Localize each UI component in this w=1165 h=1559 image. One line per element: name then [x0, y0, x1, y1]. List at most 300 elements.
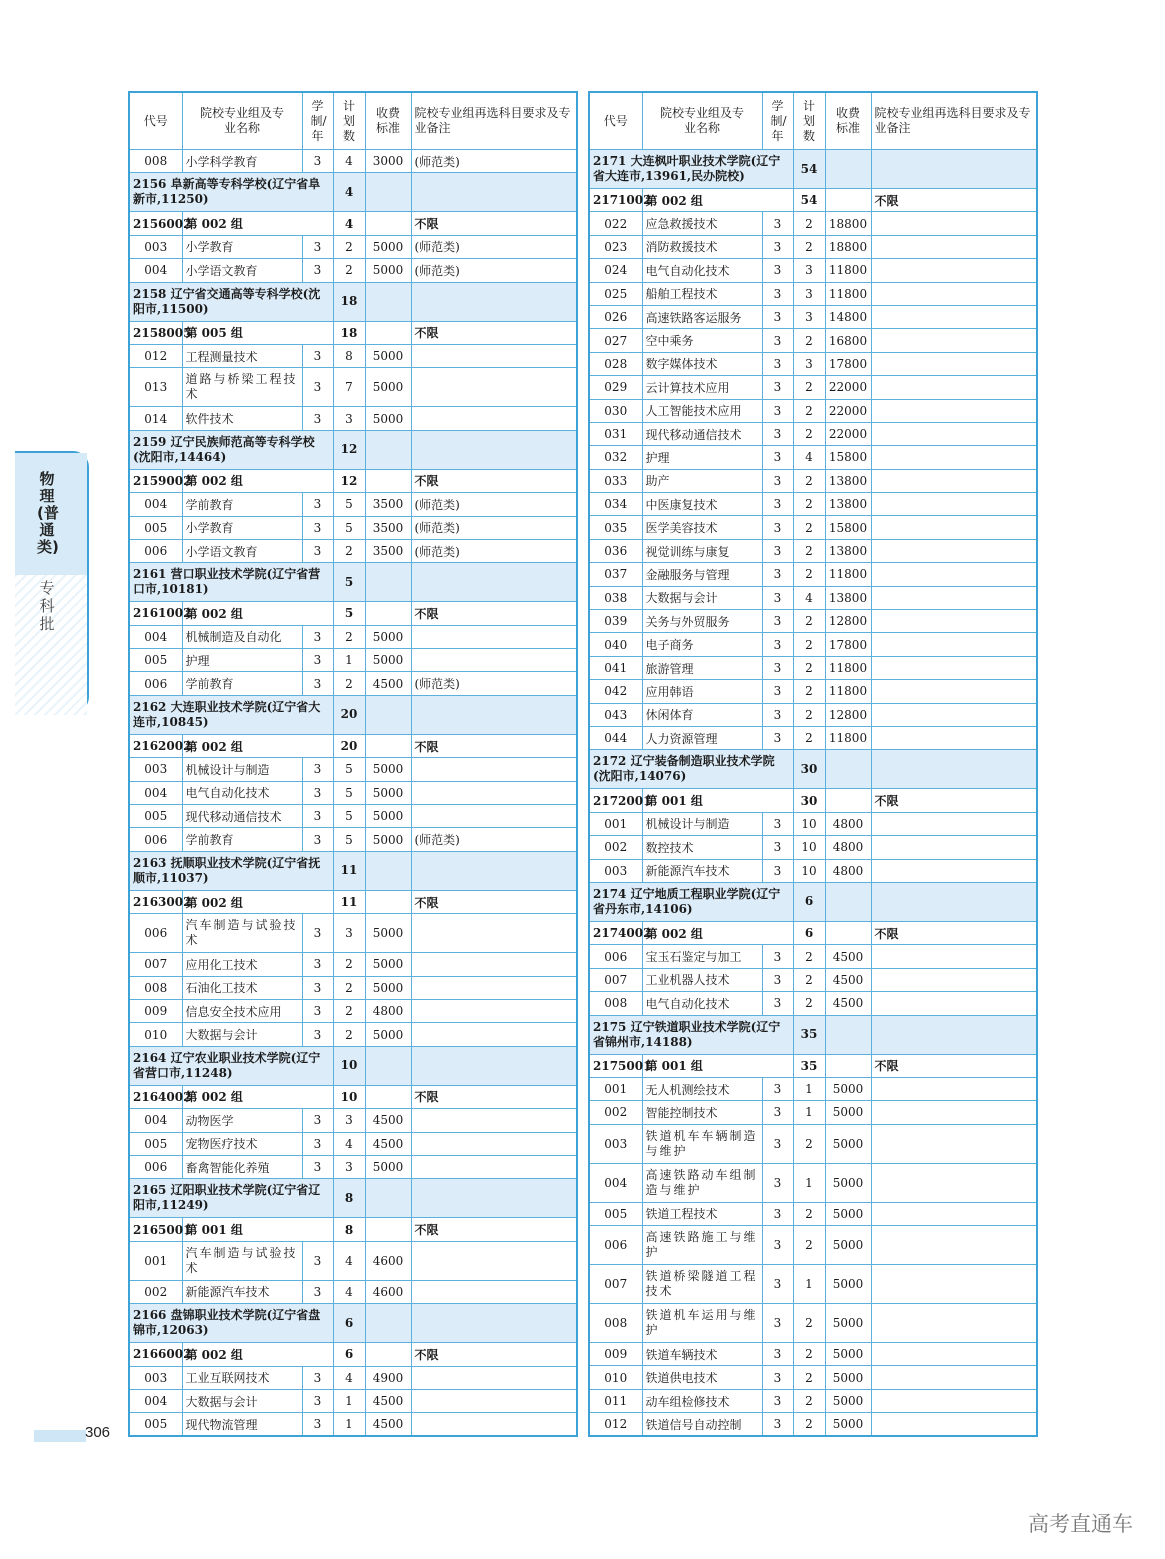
major-code: 023	[589, 235, 642, 258]
major-row	[589, 422, 1037, 445]
group-row	[589, 1054, 1037, 1077]
major-years: 3	[302, 1241, 333, 1280]
major-code: 009	[129, 999, 182, 1022]
major-name: 现代物流管理	[182, 1413, 302, 1436]
major-plan: 2	[793, 563, 825, 586]
major-name: 应用韩语	[642, 680, 762, 703]
col-header-name: 院校专业组及专业名称	[182, 92, 302, 150]
major-fee: 5000	[365, 781, 411, 804]
major-name: 现代移动通信技术	[182, 805, 302, 828]
major-code: 004	[129, 259, 182, 282]
major-years: 3	[302, 672, 333, 695]
school-fee	[825, 150, 871, 189]
major-plan: 10	[793, 859, 825, 882]
major-fee: 11800	[825, 680, 871, 703]
major-row	[129, 1389, 577, 1412]
school-plan: 35	[793, 1015, 825, 1054]
major-code: 042	[589, 680, 642, 703]
major-name: 护理	[642, 446, 762, 469]
school-name: 2172 辽宁装备制造职业技术学院(沈阳市,14076)	[589, 750, 793, 789]
major-plan: 4	[793, 446, 825, 469]
major-years: 3	[302, 828, 333, 851]
major-note	[411, 805, 577, 828]
school-row	[129, 1304, 577, 1343]
school-row	[589, 150, 1037, 189]
major-name: 宝玉石鉴定与加工	[642, 945, 762, 968]
major-fee: 4500	[365, 1413, 411, 1436]
group-plan: 10	[333, 1085, 365, 1108]
major-row	[589, 516, 1037, 539]
major-years: 3	[302, 625, 333, 648]
major-name: 学前教育	[182, 493, 302, 516]
school-note	[411, 1046, 577, 1085]
major-plan: 2	[793, 726, 825, 749]
group-code: 2165001	[129, 1218, 182, 1241]
major-plan: 2	[793, 493, 825, 516]
major-fee: 22000	[825, 399, 871, 422]
major-row	[129, 368, 577, 407]
group-plan: 5	[333, 602, 365, 625]
major-name: 应用化工技术	[182, 953, 302, 976]
major-plan: 2	[793, 1304, 825, 1343]
major-fee: 4500	[365, 1389, 411, 1412]
school-name: 2174 辽宁地质工程职业学院(辽宁省丹东市,14106)	[589, 882, 793, 921]
major-row	[129, 150, 577, 173]
major-name: 小学教育	[182, 235, 302, 258]
school-row	[129, 695, 577, 734]
major-years: 3	[302, 1023, 333, 1046]
major-note	[871, 1366, 1037, 1389]
school-plan: 30	[793, 750, 825, 789]
major-years: 3	[762, 446, 793, 469]
school-note	[411, 695, 577, 734]
major-name: 铁道机车车辆制造与维护	[642, 1124, 762, 1163]
major-row	[129, 781, 577, 804]
major-note	[871, 446, 1037, 469]
major-years: 3	[762, 329, 793, 352]
major-fee: 17800	[825, 633, 871, 656]
major-fee: 4600	[365, 1241, 411, 1280]
major-fee: 5000	[365, 976, 411, 999]
major-code: 010	[589, 1366, 642, 1389]
school-row	[589, 1015, 1037, 1054]
group-name: 第 001 组	[642, 1054, 793, 1077]
col-header-fee: 收费标准	[365, 92, 411, 150]
major-fee: 4500	[365, 672, 411, 695]
major-code: 039	[589, 610, 642, 633]
major-row	[589, 212, 1037, 235]
major-row	[589, 1101, 1037, 1124]
school-note	[411, 282, 577, 321]
major-row	[129, 1023, 577, 1046]
major-note: (师范类)	[411, 828, 577, 851]
group-name: 第 002 组	[182, 734, 333, 757]
major-code: 036	[589, 539, 642, 562]
major-row	[129, 914, 577, 953]
major-fee: 16800	[825, 329, 871, 352]
group-note: 不限	[411, 1343, 577, 1366]
major-plan: 7	[333, 368, 365, 407]
major-name: 无人机测绘技术	[642, 1077, 762, 1100]
major-plan: 2	[793, 1202, 825, 1225]
major-code: 014	[129, 407, 182, 430]
major-name: 视觉训练与康复	[642, 539, 762, 562]
major-years: 3	[302, 235, 333, 258]
major-code: 004	[129, 781, 182, 804]
major-name: 信息安全技术应用	[182, 999, 302, 1022]
admission-table-right	[588, 91, 1038, 1437]
school-note	[411, 563, 577, 602]
group-note: 不限	[411, 212, 577, 235]
major-note	[411, 1389, 577, 1412]
major-name: 汽车制造与试验技术	[182, 1241, 302, 1280]
major-name: 铁道车辆技术	[642, 1343, 762, 1366]
major-name: 机械设计与制造	[182, 758, 302, 781]
major-row	[589, 1265, 1037, 1304]
major-fee: 18800	[825, 235, 871, 258]
major-name: 软件技术	[182, 407, 302, 430]
major-note	[411, 649, 577, 672]
school-plan: 5	[333, 563, 365, 602]
school-plan: 54	[793, 150, 825, 189]
major-fee: 5000	[825, 1304, 871, 1343]
col-header-code: 代号	[589, 92, 642, 150]
major-note	[871, 656, 1037, 679]
major-fee: 5000	[365, 914, 411, 953]
major-note	[871, 1124, 1037, 1163]
major-code: 041	[589, 656, 642, 679]
major-row	[129, 758, 577, 781]
school-plan: 12	[333, 430, 365, 469]
school-name: 2162 大连职业技术学院(辽宁省大连市,10845)	[129, 695, 333, 734]
major-fee: 12800	[825, 703, 871, 726]
major-years: 3	[302, 914, 333, 953]
major-fee: 5000	[825, 1265, 871, 1304]
major-years: 3	[762, 516, 793, 539]
major-fee: 5000	[365, 828, 411, 851]
major-fee: 17800	[825, 352, 871, 375]
major-years: 3	[302, 1132, 333, 1155]
major-plan: 1	[793, 1101, 825, 1124]
major-note	[871, 422, 1037, 445]
major-plan: 2	[793, 992, 825, 1015]
major-row	[129, 828, 577, 851]
major-plan: 4	[333, 150, 365, 173]
major-name: 高速铁路施工与维护	[642, 1226, 762, 1265]
group-row	[129, 469, 577, 492]
major-fee: 5000	[825, 1413, 871, 1436]
major-note: (师范类)	[411, 493, 577, 516]
major-fee: 5000	[365, 805, 411, 828]
major-fee: 4900	[365, 1366, 411, 1389]
school-plan: 11	[333, 851, 365, 890]
major-fee: 4800	[365, 999, 411, 1022]
major-note	[871, 259, 1037, 282]
major-fee: 5000	[825, 1226, 871, 1265]
major-code: 001	[129, 1241, 182, 1280]
major-note	[411, 1241, 577, 1280]
major-row	[589, 493, 1037, 516]
major-row	[589, 305, 1037, 328]
major-code: 001	[589, 812, 642, 835]
major-name: 新能源汽车技术	[182, 1280, 302, 1303]
major-fee: 11800	[825, 726, 871, 749]
group-name: 第 002 组	[182, 602, 333, 625]
col-header-plan: 计划数	[793, 92, 825, 150]
major-years: 3	[762, 493, 793, 516]
major-name: 工程测量技术	[182, 344, 302, 367]
major-plan: 2	[333, 976, 365, 999]
major-plan: 2	[793, 1124, 825, 1163]
col-header-note: 院校专业组再选科目要求及专业备注	[411, 92, 577, 150]
major-fee: 5000	[825, 1163, 871, 1202]
major-years: 3	[302, 368, 333, 407]
major-fee: 5000	[825, 1343, 871, 1366]
major-plan: 2	[793, 680, 825, 703]
major-note	[411, 1109, 577, 1132]
major-years: 3	[302, 150, 333, 173]
major-row	[589, 1124, 1037, 1163]
major-code: 005	[129, 516, 182, 539]
group-fee	[365, 890, 411, 913]
side-tab-batch: 专科批	[39, 579, 55, 633]
major-row	[589, 680, 1037, 703]
major-fee: 11800	[825, 259, 871, 282]
major-name: 关务与外贸服务	[642, 610, 762, 633]
group-plan: 30	[793, 789, 825, 812]
major-row	[589, 1304, 1037, 1343]
school-note	[411, 1304, 577, 1343]
major-row	[589, 726, 1037, 749]
school-note	[411, 851, 577, 890]
major-code: 006	[129, 1155, 182, 1178]
major-note	[411, 407, 577, 430]
major-years: 3	[762, 1343, 793, 1366]
school-row	[129, 851, 577, 890]
major-row	[129, 1413, 577, 1436]
table-body-right	[589, 150, 1037, 1437]
major-code: 033	[589, 469, 642, 492]
major-plan: 1	[333, 1389, 365, 1412]
major-name: 小学语文教育	[182, 259, 302, 282]
major-row	[129, 1132, 577, 1155]
major-row	[589, 968, 1037, 991]
major-fee: 12800	[825, 610, 871, 633]
major-code: 006	[589, 945, 642, 968]
major-note	[871, 945, 1037, 968]
major-fee: 4800	[825, 859, 871, 882]
major-row	[129, 516, 577, 539]
major-name: 中医康复技术	[642, 493, 762, 516]
major-plan: 2	[793, 422, 825, 445]
major-code: 012	[129, 344, 182, 367]
major-row	[589, 656, 1037, 679]
major-note	[871, 1226, 1037, 1265]
major-plan: 3	[333, 1109, 365, 1132]
school-note	[411, 1179, 577, 1218]
major-row	[589, 610, 1037, 633]
major-note	[411, 368, 577, 407]
major-code: 044	[589, 726, 642, 749]
major-note	[871, 469, 1037, 492]
school-plan: 8	[333, 1179, 365, 1218]
major-code: 031	[589, 422, 642, 445]
major-name: 石油化工技术	[182, 976, 302, 999]
group-plan: 12	[333, 469, 365, 492]
group-row	[129, 734, 577, 757]
major-fee: 22000	[825, 376, 871, 399]
major-years: 3	[762, 1226, 793, 1265]
school-name: 2159 辽宁民族师范高等专科学校(沈阳市,14464)	[129, 430, 333, 469]
major-row	[589, 1077, 1037, 1100]
major-fee: 4600	[365, 1280, 411, 1303]
major-plan: 2	[793, 1389, 825, 1412]
page-number: 306	[85, 1424, 111, 1441]
major-row	[589, 1366, 1037, 1389]
major-code: 003	[589, 859, 642, 882]
major-note	[871, 1077, 1037, 1100]
major-years: 3	[762, 259, 793, 282]
major-name: 小学教育	[182, 516, 302, 539]
group-row	[129, 890, 577, 913]
major-row	[129, 805, 577, 828]
major-code: 005	[589, 1202, 642, 1225]
col-header-name: 院校专业组及专业名称	[642, 92, 762, 150]
group-plan: 4	[333, 212, 365, 235]
school-fee	[365, 1046, 411, 1085]
major-row	[589, 563, 1037, 586]
major-note	[871, 212, 1037, 235]
major-fee: 15800	[825, 446, 871, 469]
major-row	[129, 672, 577, 695]
major-row	[129, 493, 577, 516]
major-row	[129, 1366, 577, 1389]
major-code: 003	[589, 1124, 642, 1163]
major-fee: 11800	[825, 656, 871, 679]
group-row	[129, 321, 577, 344]
major-note	[411, 625, 577, 648]
major-years: 3	[762, 539, 793, 562]
major-plan: 5	[333, 828, 365, 851]
major-note: (师范类)	[411, 259, 577, 282]
group-name: 第 002 组	[182, 212, 333, 235]
major-plan: 3	[333, 914, 365, 953]
major-fee: 4500	[365, 1132, 411, 1155]
major-fee: 4800	[825, 812, 871, 835]
major-plan: 1	[333, 1413, 365, 1436]
major-code: 006	[129, 672, 182, 695]
major-plan: 2	[793, 329, 825, 352]
school-name: 2156 阜新高等专科学校(辽宁省阜新市,11250)	[129, 173, 333, 212]
major-note	[871, 329, 1037, 352]
group-name: 第 002 组	[182, 890, 333, 913]
major-years: 3	[762, 1366, 793, 1389]
major-name: 铁道工程技术	[642, 1202, 762, 1225]
major-fee: 3500	[365, 516, 411, 539]
school-plan: 6	[793, 882, 825, 921]
group-note: 不限	[871, 1054, 1037, 1077]
group-fee	[365, 1343, 411, 1366]
major-code: 009	[589, 1343, 642, 1366]
major-code: 006	[129, 539, 182, 562]
major-note	[871, 282, 1037, 305]
group-fee	[825, 921, 871, 944]
group-row	[589, 189, 1037, 212]
major-note	[871, 1265, 1037, 1304]
major-name: 消防救援技术	[642, 235, 762, 258]
major-note: (师范类)	[411, 539, 577, 562]
group-plan: 20	[333, 734, 365, 757]
major-years: 3	[762, 968, 793, 991]
major-years: 3	[302, 407, 333, 430]
major-note	[871, 836, 1037, 859]
major-note	[871, 305, 1037, 328]
major-years: 3	[302, 1280, 333, 1303]
major-name: 电气自动化技术	[642, 992, 762, 1015]
table-header-row	[129, 92, 577, 150]
major-fee: 22000	[825, 422, 871, 445]
major-note	[871, 539, 1037, 562]
major-name: 现代移动通信技术	[642, 422, 762, 445]
major-name: 工业机器人技术	[642, 968, 762, 991]
major-row	[129, 953, 577, 976]
major-note	[411, 1023, 577, 1046]
major-fee: 11800	[825, 282, 871, 305]
major-fee: 3000	[365, 150, 411, 173]
major-plan: 3	[793, 282, 825, 305]
major-name: 大数据与会计	[182, 1389, 302, 1412]
major-note	[871, 376, 1037, 399]
major-code: 011	[589, 1389, 642, 1412]
major-code: 012	[589, 1413, 642, 1436]
major-row	[589, 235, 1037, 258]
major-years: 3	[762, 1124, 793, 1163]
major-fee: 11800	[825, 563, 871, 586]
major-code: 008	[129, 150, 182, 173]
major-years: 3	[302, 1155, 333, 1178]
side-category-tab	[15, 451, 89, 713]
school-name: 2158 辽宁省交通高等专科学校(沈阳市,11500)	[129, 282, 333, 321]
major-name: 电气自动化技术	[182, 781, 302, 804]
school-row	[129, 1179, 577, 1218]
major-years: 3	[302, 976, 333, 999]
major-note	[411, 999, 577, 1022]
group-fee	[365, 321, 411, 344]
major-plan: 2	[333, 672, 365, 695]
major-years: 3	[762, 376, 793, 399]
major-code: 004	[589, 1163, 642, 1202]
major-row	[589, 859, 1037, 882]
major-fee: 5000	[365, 649, 411, 672]
major-code: 030	[589, 399, 642, 422]
school-note	[871, 750, 1037, 789]
major-fee: 5000	[365, 1023, 411, 1046]
major-plan: 2	[333, 539, 365, 562]
major-code: 005	[129, 1132, 182, 1155]
major-fee: 5000	[365, 235, 411, 258]
major-note	[871, 968, 1037, 991]
group-fee	[365, 734, 411, 757]
major-fee: 4800	[825, 836, 871, 859]
major-fee: 4500	[825, 968, 871, 991]
major-note	[871, 812, 1037, 835]
major-fee: 5000	[365, 368, 411, 407]
table-header-row	[589, 92, 1037, 150]
major-row	[129, 1155, 577, 1178]
major-name: 数字媒体技术	[642, 352, 762, 375]
major-plan: 3	[793, 352, 825, 375]
group-row	[129, 1085, 577, 1108]
